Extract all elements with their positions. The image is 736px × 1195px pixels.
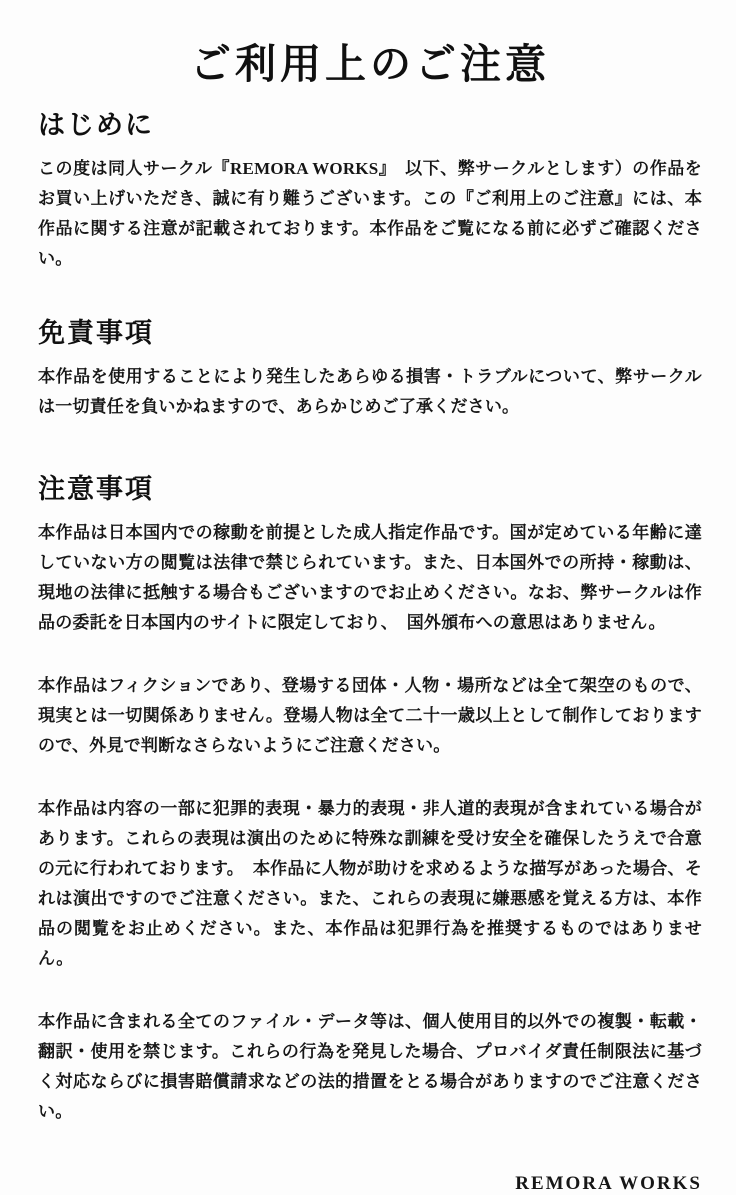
section-heading-disclaimer: 免責事項 xyxy=(38,318,154,349)
precautions-paragraph-content-warning: 本作品は内容の一部に犯罪的表現・暴力的表現・非人道的表現が含まれている場合があります。これらの表現は演出のために特殊な訓練を受け安全を確保したうえで合意の元に行われております。 本作品に人物が助けを求めるような描写があった場合、それは演出ですのでご注意ください。また、これらの表現に嫌悪感を覚える方は、本作品の閲覧をお止めください。また、本作品は犯罪行為を推奨するものではありません。 xyxy=(38,799,702,969)
disclaimer-paragraph: 本作品を使用することにより発生したあらゆる損害・トラブルについて、弊サークルは一切責任を負いかねますので、あらかじめご了承ください。 xyxy=(38,367,702,417)
page-title: ご利用上のご注意 xyxy=(190,41,550,87)
precautions-paragraph-copyright: 本作品に含まれる全てのファイル・データ等は、個人使用目的以外での複製・転載・翻訳・使用を禁じます。これらの行為を発見した場合、プロバイダ責任制限法に基づく対応ならびに損害賠償請求などの法的措置をとる場合がありますのでご注意ください。 xyxy=(38,1012,702,1122)
section-introduction xyxy=(38,110,702,274)
circle-name-credit: REMORA WORKS xyxy=(515,1173,702,1195)
section-heading-introduction: はじめに xyxy=(38,110,154,141)
section-precautions xyxy=(38,474,702,1127)
precautions-paragraph-fiction-notice: 本作品はフィクションであり、登場する団体・人物・場所などは全て架空のもので、現実とは一切関係ありません。登場人物は全て二十一歳以上として制作しておりますので、外見で判断なさらないようにご注意ください。 xyxy=(38,676,702,756)
introduction-paragraph: この度は同人サークル『REMORA WORKS』 以下、弊サークルとします）の作品をお買い上げいただき、誠に有り難うございます。この『ご利用上のご注意』には、本作品に関する注意が記載されております。本作品をご覧になる前に必ずご確認ください。 xyxy=(38,159,702,269)
section-disclaimer xyxy=(38,318,702,422)
precautions-paragraph-region-restriction: 本作品は日本国内での稼動を前提とした成人指定作品です。国が定めている年齢に達していない方の閲覧は法律で禁じられています。また、日本国外での所持・稼動は、現地の法律に抵触する場合もございますのでお止めください。なお、弊サークルは作品の委託を日本国内のサイトに限定しており、 国外頒布への意思はありません。 xyxy=(38,523,702,633)
section-heading-precautions: 注意事項 xyxy=(38,474,154,505)
